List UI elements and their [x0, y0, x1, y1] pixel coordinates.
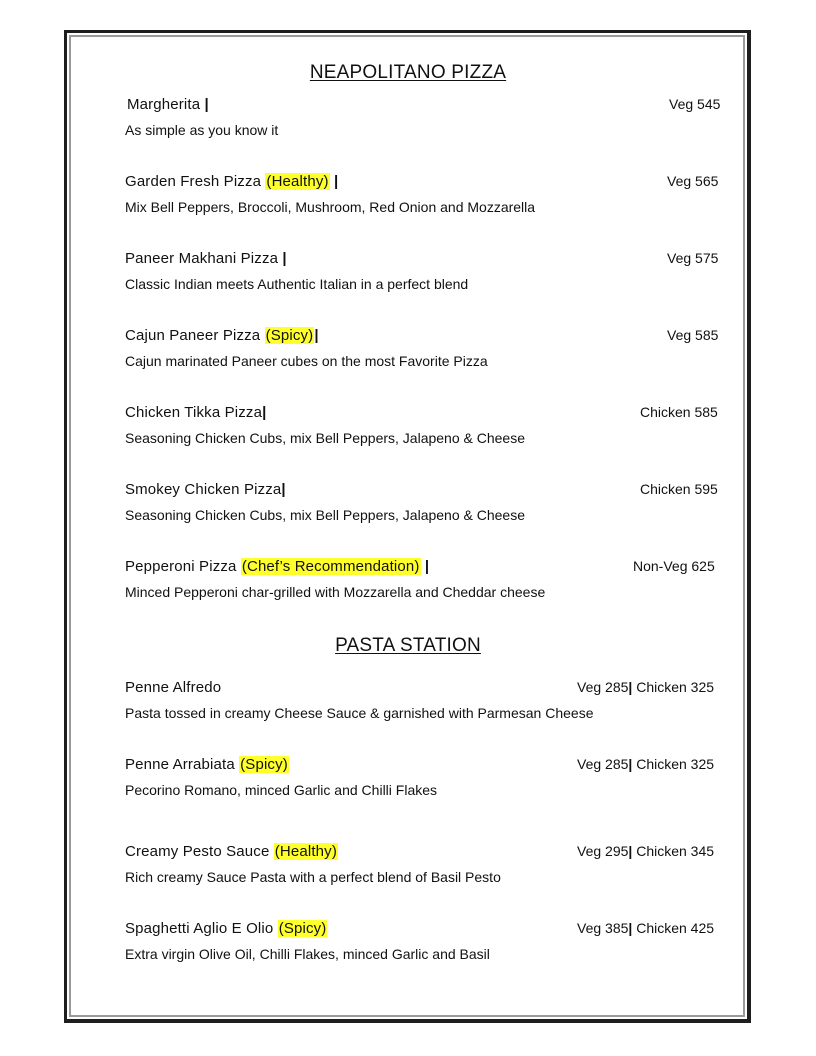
item-name-text: Penne Arrabiata	[125, 756, 235, 773]
separator: |	[628, 756, 633, 772]
item-name-text: Spaghetti Aglio E Olio	[125, 920, 274, 937]
item-name	[125, 558, 429, 575]
item-price	[577, 843, 714, 859]
separator: |	[628, 843, 633, 859]
item-name-text: Cajun Paneer Pizza	[125, 327, 261, 344]
spicy-tag: (Spicy)	[240, 756, 288, 773]
separator: |	[424, 558, 430, 575]
item-price	[577, 679, 714, 695]
item-description: Seasoning Chicken Cubs, mix Bell Peppers, Jalapeno & Cheese	[125, 507, 526, 523]
item-description: Mix Bell Peppers, Broccoli, Mushroom, Red Onion and Mozzarella	[125, 199, 536, 215]
item-name-text: Smokey Chicken Pizza	[125, 481, 282, 498]
separator: |	[281, 481, 286, 498]
item-price: Non-Veg 625	[633, 558, 715, 574]
section-title-pasta: PASTA STATION	[335, 635, 481, 656]
separator: |	[204, 96, 209, 113]
item-name	[125, 327, 319, 344]
veg-price: Veg 385	[577, 920, 629, 936]
item-name-text: Margherita	[127, 96, 201, 113]
item-description: Classic Indian meets Authentic Italian in a perfect blend	[125, 276, 469, 292]
separator: |	[314, 327, 319, 344]
item-description: Cajun marinated Paneer cubes on the most Favorite Pizza	[125, 353, 488, 369]
item-name	[125, 404, 266, 421]
healthy-tag: (Healthy)	[266, 173, 329, 190]
item-name	[125, 756, 289, 773]
spicy-tag: (Spicy)	[265, 327, 314, 344]
item-price: Veg 585	[667, 327, 719, 343]
healthy-tag: (Healthy)	[274, 843, 337, 860]
item-price	[577, 756, 714, 772]
item-description: Rich creamy Sauce Pasta with a perfect blend of Basil Pesto	[125, 869, 501, 885]
item-name	[127, 96, 209, 113]
item-description: Minced Pepperoni char-grilled with Mozzarella and Cheddar cheese	[125, 584, 546, 600]
item-name-text: Penne Alfredo	[125, 679, 222, 696]
item-name	[125, 920, 327, 937]
item-name-text: Creamy Pesto Sauce	[125, 843, 270, 860]
chefs-recommendation-tag: (Chef’s Recommendation)	[241, 558, 420, 575]
separator: |	[262, 404, 267, 421]
item-description: Pecorino Romano, minced Garlic and Chilli Flakes	[125, 782, 438, 798]
item-name-text: Paneer Makhani Pizza	[125, 250, 279, 267]
veg-price: Veg 285	[577, 756, 629, 772]
item-name	[125, 481, 286, 498]
item-name	[125, 843, 338, 860]
item-name-text: Garden Fresh Pizza	[125, 173, 262, 190]
item-price: Chicken 595	[640, 481, 718, 497]
item-name	[125, 679, 221, 696]
item-price: Veg 545	[669, 96, 721, 112]
item-price: Chicken 585	[640, 404, 718, 420]
spicy-tag: (Spicy)	[278, 920, 327, 937]
item-name	[125, 250, 287, 267]
item-description: Pasta tossed in creamy Cheese Sauce & garnished with Parmesan Cheese	[125, 705, 594, 721]
chicken-price: Chicken 325	[636, 679, 715, 695]
veg-price: Veg 295	[577, 843, 629, 859]
item-price: Veg 565	[667, 173, 719, 189]
item-price: Veg 575	[667, 250, 719, 266]
item-description: As simple as you know it	[125, 122, 279, 138]
section-title-pizza: NEAPOLITANO PIZZA	[309, 62, 507, 83]
item-description: Extra virgin Olive Oil, Chilli Flakes, minced Garlic and Basil	[125, 946, 490, 962]
item-price	[577, 920, 714, 936]
veg-price: Veg 285	[577, 679, 629, 695]
separator: |	[333, 173, 339, 190]
item-name-text: Pepperoni Pizza	[125, 558, 237, 575]
chicken-price: Chicken 345	[636, 843, 715, 859]
separator: |	[628, 679, 633, 695]
chicken-price: Chicken 325	[636, 756, 715, 772]
item-name-text: Chicken Tikka Pizza	[125, 404, 263, 421]
separator: |	[628, 920, 633, 936]
chicken-price: Chicken 425	[636, 920, 715, 936]
separator: |	[282, 250, 287, 267]
item-name	[125, 173, 338, 190]
item-description: Seasoning Chicken Cubs, mix Bell Peppers, Jalapeno & Cheese	[125, 430, 526, 446]
